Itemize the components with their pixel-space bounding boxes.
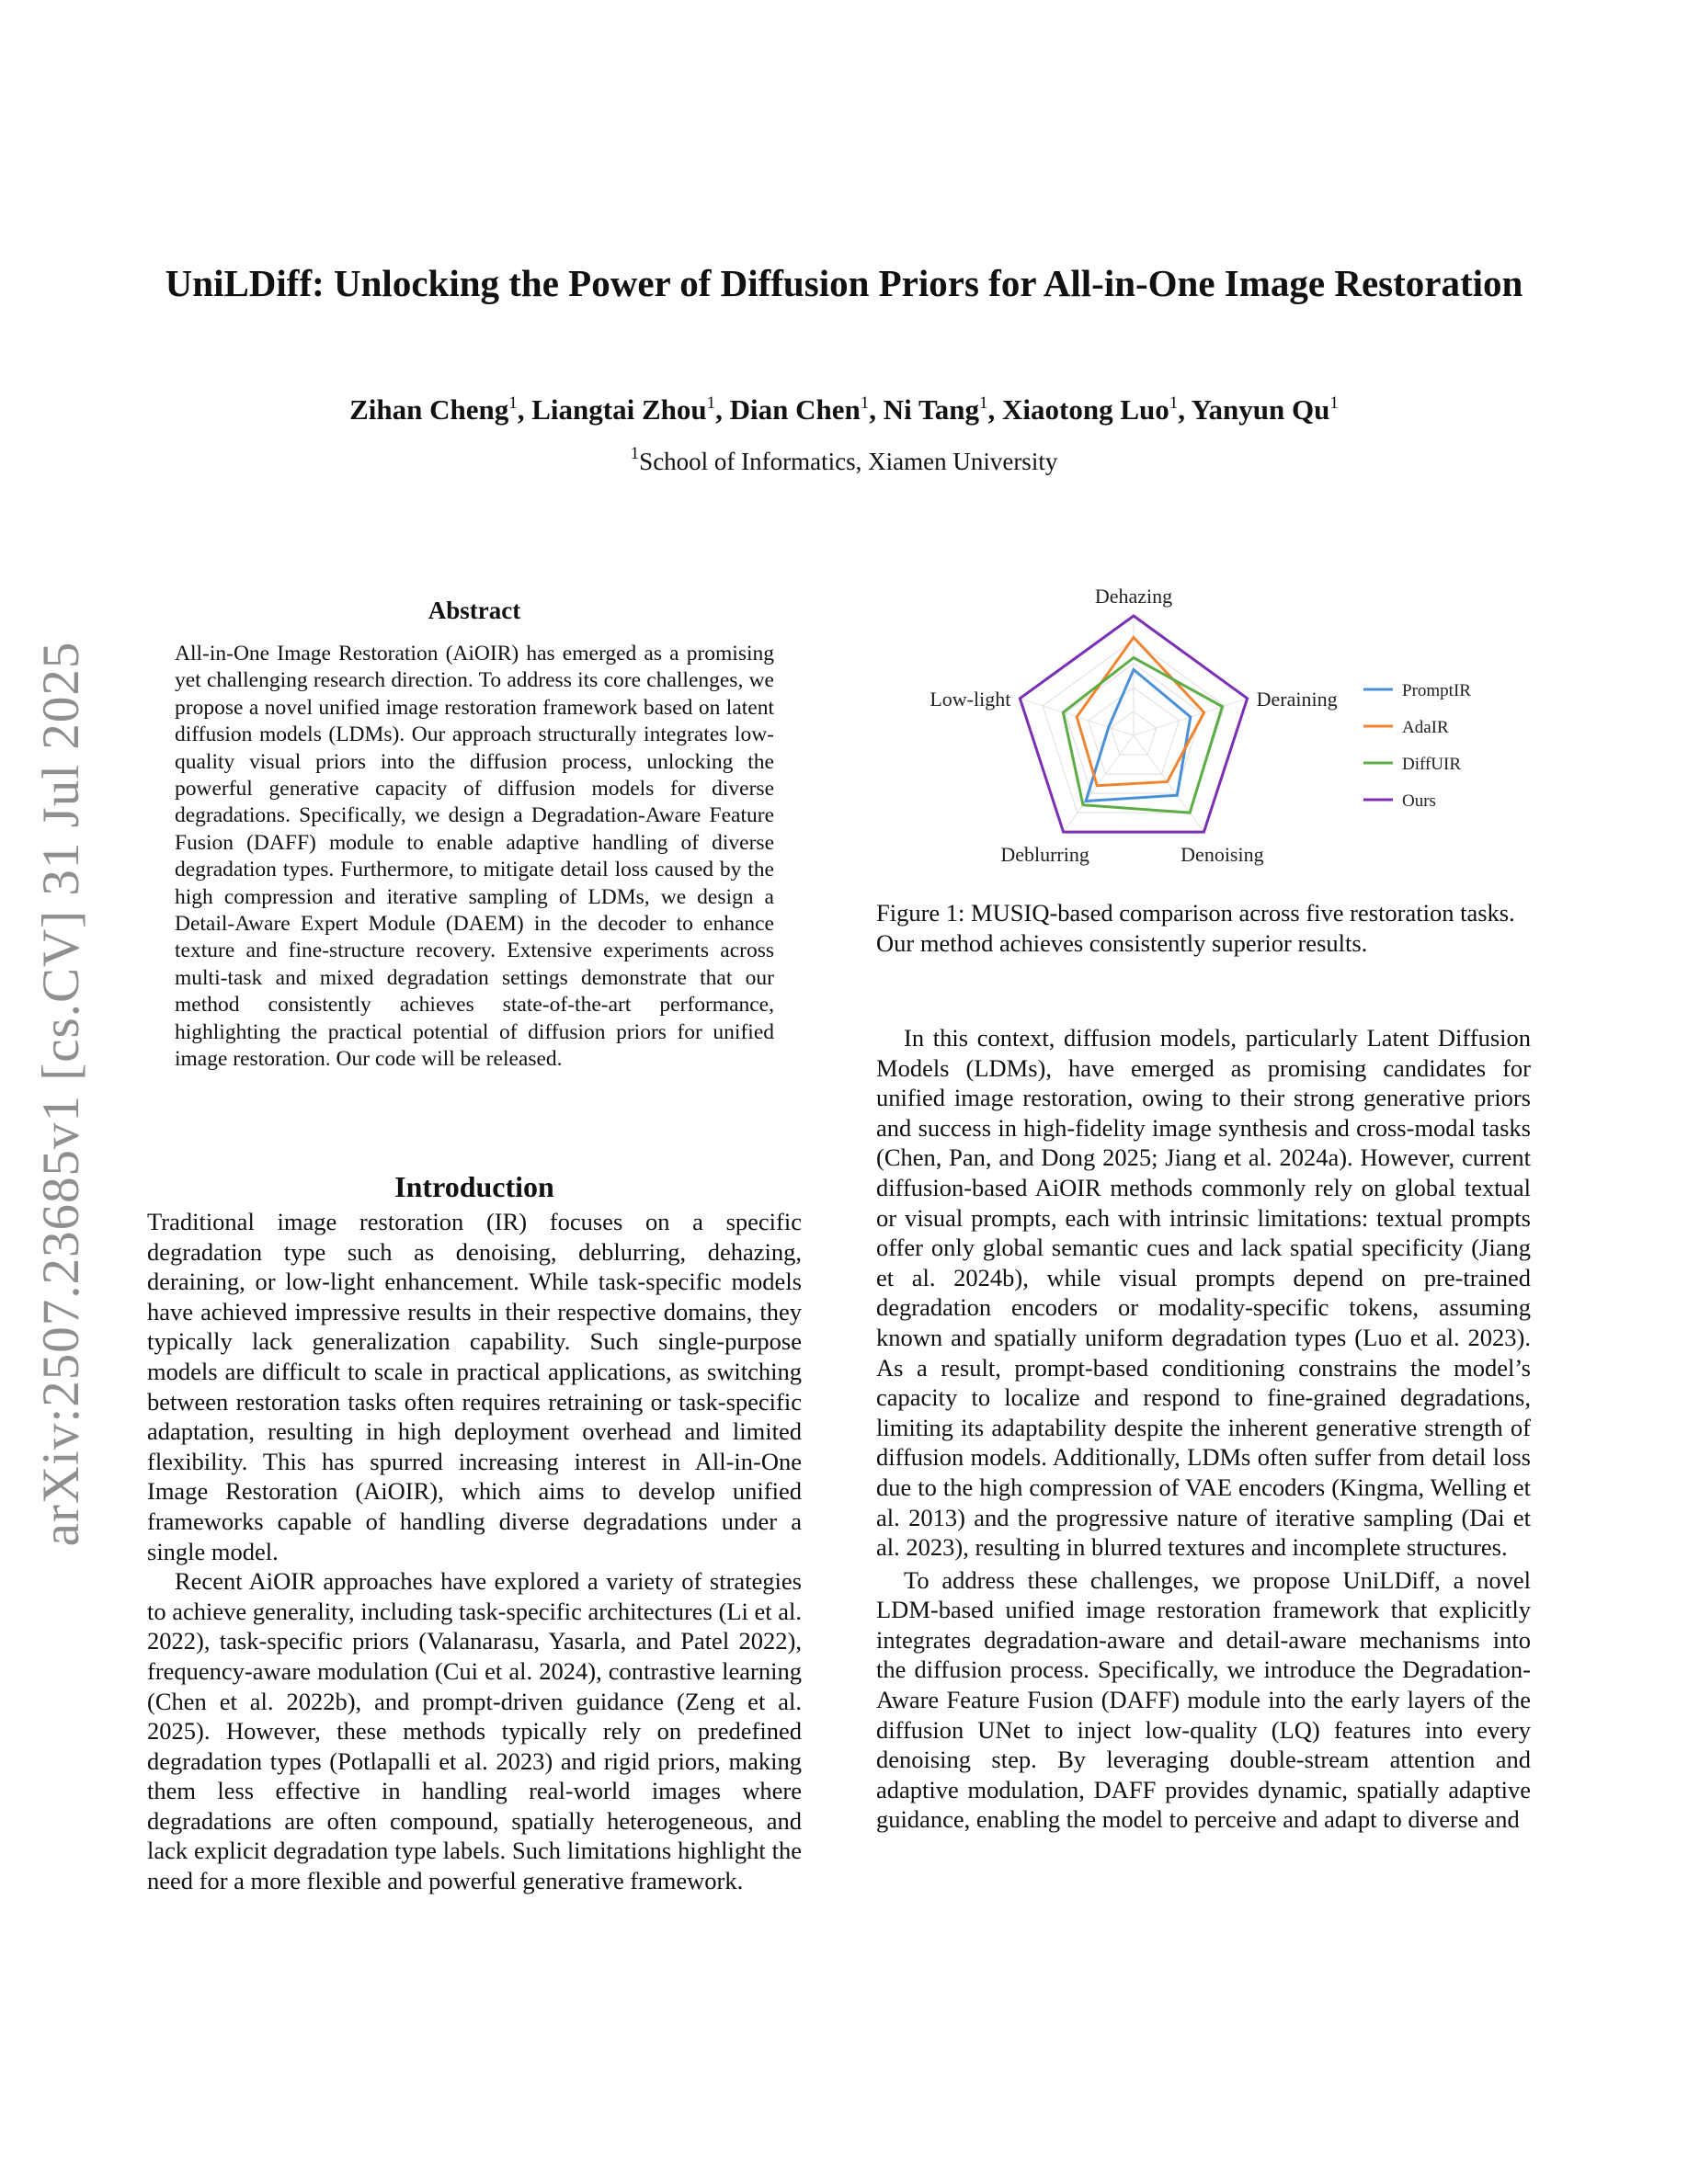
abstract-body: All-in-One Image Restoration (AiOIR) has emerged as a promising yet challenging research direction. To address its core challenges, we propose a novel unified image restoration framework based on latent diffusion models (LDMs). Our approach structurally integrates low-quality visual priors into the diffusion process, unlocking the powerful generative capacity of diffusion models for diverse degradations. Specifically, we design a Degradation-Aware Feature Fusion (DAFF) module to enable adaptive handling of diverse degradation types. Furthermore, to mitigate detail loss caused by the high compression and iterative sampling of LDMs, we design a Detail-Aware Expert Module (DAEM) in the decoder to enhance texture and fine-structure recovery. Extensive experiments across multi-task and mixed degradation settings demonstrate that our method consistently achieves state-of-the-art performance, highlighting the practical potential of diffusion priors for unified image restoration. Our code will be released.	[175, 642, 774, 1072]
intro-paragraph: To address these challenges, we propose UniLDiff, a novel LDM-based unified image restoration framework that explicitly integrates degradation-aware and detail-aware mechanisms into the diffusion process. Specifically, we introduce the Degradation-Aware Feature Fusion (DAFF) module into the early layers of the diffusion UNet to inject low-quality (LQ) features into every denoising step. By leveraging double-stream attention and adaptive modulation, DAFF provides dynamic, spatially adaptive guidance, enabling the model to perceive and adapt to diverse and	[876, 1565, 1531, 1834]
affiliation-mark: 1	[630, 444, 640, 463]
author-name: Yanyun Qu	[1191, 393, 1330, 426]
affiliation-text: School of Informatics, Xiamen University	[639, 448, 1058, 475]
author-affil-mark: 1	[979, 393, 988, 413]
figure-1-caption: Figure 1: MUSIQ-based comparison across five restoration tasks. Our method achieves consistently superior results.	[876, 899, 1515, 957]
author-name: Zihan Cheng	[349, 393, 509, 426]
legend-label: PromptIR	[1402, 681, 1471, 700]
author-list: Zihan Cheng$^1$, Liangtai Zhou$^1$, Dian Chen$^1$, Ni Tang$^1$, Xiaotong Luo$^1$, Yanyun Qu$^1$	[349, 393, 1339, 426]
legend-label: AdaIR	[1402, 718, 1449, 737]
radar-axis-label: Deblurring	[1000, 843, 1089, 867]
right-column-text	[876, 1023, 1531, 1835]
intro-paragraph: In this context, diffusion models, particularly Latent Diffusion Models (LDMs), have emerged as promising candidates for unified image restoration, owing to their strong generative priors and success in high-fidelity image synthesis and cross-modal tasks (Chen, Pan, and Dong 2025; Jiang et al. 2024a). However, current diffusion-based AiOIR methods commonly rely on global textual or visual prompts, each with intrinsic limitations: textual prompts offer only global semantic cues and lack spatial specificity (Jiang et al. 2024b), while visual prompts depend on pre-trained degradation encoders or modality-specific tokens, assuming known and spatially uniform degradation types (Luo et al. 2023). As a result, prompt-based conditioning constrains the model’s capacity to localize and respond to fine-grained degradations, limiting its adaptability despite the inherent generative strength of diffusion models. Additionally, LDMs often suffer from detail loss due to the high compression of VAE encoders (Kingma, Welling et al. 2013) and the progressive nature of iterative sampling (Dai et al. 2023), resulting in blurred textures and incomplete structures.	[876, 1024, 1531, 1562]
arxiv-identifier-stamp	[29, 616, 94, 1572]
left-column-text	[147, 1207, 802, 1896]
author-name: Xiaotong Luo	[1002, 393, 1169, 426]
arxiv-id-text: arXiv:2507.23685v1 [cs.CV] 31 Jul 2025	[32, 641, 90, 1547]
author-affil-mark: 1	[706, 393, 716, 413]
figure-1-radar-chart	[876, 588, 1531, 882]
author-name: Liangtai Zhou	[531, 393, 707, 426]
intro-paragraph: Traditional image restoration (IR) focuses on a specific degradation type such as denoising, deblurring, dehazing, deraining, or low-light enhancement. While task-specific models have achieved impressive results in their respective domains, they typically lack generalization capability. Such single-purpose models are difficult to scale in practical applications, as switching between restoration tasks often requires retraining or task-specific adaptation, resulting in high deployment overhead and limited flexibility. This has spurred increasing interest in All-in-One Image Restoration (AiOIR), which aims to develop unified frameworks capable of handling diverse degradations under a single model.	[147, 1208, 802, 1565]
affiliation	[147, 445, 1541, 478]
paper-title: UniLDiff: Unlocking the Power of Diffusion Priors for All-in-One Image Restoration	[165, 262, 1523, 304]
legend-label: Ours	[1402, 791, 1436, 811]
radar-series-diffuir	[1063, 658, 1222, 813]
legend-label: DiffUIR	[1402, 755, 1462, 774]
author-name: Ni Tang	[883, 393, 980, 426]
author-affil-mark: 1	[860, 393, 870, 413]
introduction-heading: Introduction	[394, 1170, 554, 1203]
radar-axis-label: Deraining	[1256, 687, 1338, 711]
radar-chart-svg	[876, 588, 1531, 882]
author-affil-mark: 1	[1329, 393, 1339, 413]
radar-axis-label: Denoising	[1180, 843, 1264, 867]
author-affil-mark: 1	[508, 393, 518, 413]
radar-axis-label: Dehazing	[1094, 588, 1173, 608]
abstract-heading: Abstract	[428, 597, 521, 624]
author-name: Dian Chen	[729, 393, 861, 426]
author-affil-mark: 1	[1169, 393, 1179, 413]
radar-axis-label: Low-light	[930, 687, 1011, 711]
intro-paragraph: Recent AiOIR approaches have explored a variety of strategies to achieve generality, including task-specific architectures (Li et al. 2022), task-specific priors (Valanarasu, Yasarla, and Patel 2022), frequency-aware modulation (Cui et al. 2024), contrastive learning (Chen et al. 2022b), and prompt-driven guidance (Zeng et al. 2025). However, these methods typically rely on predefined degradation types (Potlapalli et al. 2023) and rigid priors, making them less effective in handling real-world images where degradations are often compound, spatially heterogeneous, and lack explicit degradation type labels. Such limitations highlight the need for a more flexible and powerful generative framework.	[147, 1567, 802, 1895]
